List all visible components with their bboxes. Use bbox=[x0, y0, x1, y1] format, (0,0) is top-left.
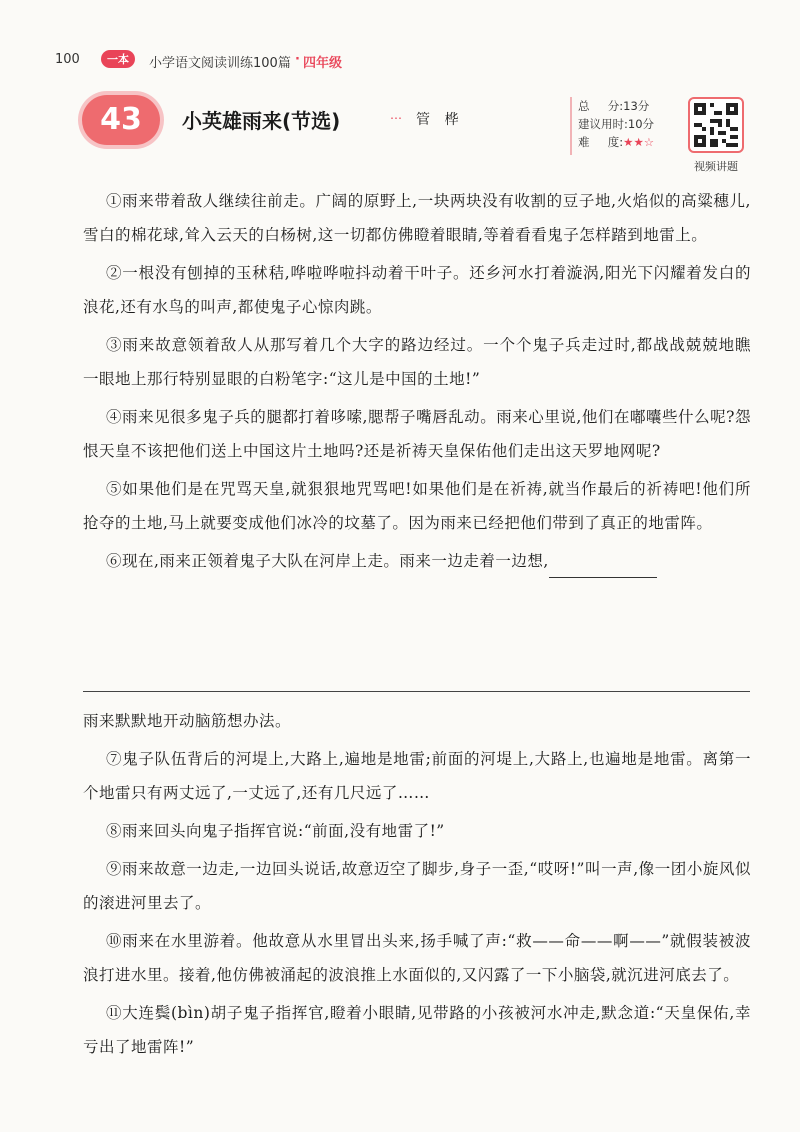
qr-label: 视频讲题 bbox=[694, 160, 738, 173]
passage-upper bbox=[83, 184, 751, 582]
qr-code[interactable] bbox=[688, 97, 744, 153]
difficulty-row bbox=[578, 133, 690, 151]
time-value: 10分 bbox=[627, 117, 655, 131]
grade-separator: · bbox=[295, 52, 300, 67]
passage-lower bbox=[83, 704, 751, 1068]
total-label-2: 分: bbox=[607, 99, 624, 113]
time-row bbox=[578, 115, 690, 133]
book-title-text: 小学语文阅读训练100篇 bbox=[149, 56, 291, 71]
time-label: 建议用时: bbox=[578, 117, 628, 131]
paragraph-6-text: ⑥现在,雨来正领着鬼子大队在河岸上走。雨来一边走着一边想, bbox=[106, 552, 549, 570]
paragraph-6-continued: 雨来默默地开动脑筋想办法。 bbox=[83, 712, 292, 730]
qr-code-icon bbox=[694, 103, 738, 147]
paragraph-1: ①雨来带着敌人继续往前走。广阔的原野上,一块两块没有收割的豆子地,火焰似的高粱穗儿,雪白的棉花球,耸入云天的白杨树,这一切都仿佛瞪着眼睛,等着看看鬼子怎样踏到地雷上。 bbox=[83, 192, 751, 244]
page-header bbox=[55, 50, 755, 72]
paragraph-2: ②一根没有刨掉的玉秫秸,哗啦哗啦抖动着干叶子。还乡河水打着漩涡,阳光下闪耀着发白的浪花,还有水鸟的叫声,都使鬼子心惊肉跳。 bbox=[83, 264, 751, 316]
lesson-title: 小英雄雨来(节选) bbox=[182, 109, 341, 133]
total-label: 总 bbox=[578, 99, 590, 113]
series-logo: 一本 bbox=[101, 50, 135, 68]
page-number: 100 bbox=[55, 52, 80, 67]
paragraph-11: ⑪大连鬓(bìn)胡子鬼子指挥官,瞪着小眼睛,见带路的小孩被河水冲走,默念道:“天皇保佑,幸亏出了地雷阵!” bbox=[83, 1004, 751, 1056]
title-dots: ⋯ bbox=[390, 111, 403, 125]
difficulty-label: 难 bbox=[578, 135, 590, 149]
paragraph-8: ⑧雨来回头向鬼子指挥官说:“前面,没有地雷了!” bbox=[106, 822, 445, 840]
lesson-info-box bbox=[570, 97, 690, 155]
total-score-row bbox=[578, 97, 690, 115]
paragraph-4: ④雨来见很多鬼子兵的腿都打着哆嗦,腮帮子嘴唇乱动。雨来心里说,他们在嘟囔些什么呢?怨恨天皇不该把他们送上中国这片土地吗?还是祈祷天皇保佑他们走出这天罗地网呢? bbox=[83, 408, 751, 460]
paragraph-6 bbox=[83, 544, 751, 578]
paragraph-9: ⑨雨来故意一边走,一边回头说话,故意迈空了脚步,身子一歪,“哎呀!”叫一声,像一团小旋风似的滚进河里去了。 bbox=[83, 860, 751, 912]
paragraph-3: ③雨来故意领着敌人从那写着几个大字的路边经过。一个个鬼子兵走过时,都战战兢兢地瞧一眼地上那行特别显眼的白粉笔字:“这儿是中国的土地!” bbox=[83, 336, 751, 388]
paragraph-7: ⑦鬼子队伍背后的河堤上,大路上,遍地是地雷;前面的河堤上,大路上,也遍地是地雷。离第一个地雷只有两丈远了,一丈远了,还有几尺远了…… bbox=[83, 750, 751, 802]
paragraph-10: ⑩雨来在水里游着。他故意从水里冒出头来,扬手喊了声:“救——命——啊——”就假装被波浪打进水里。接着,他仿佛被涌起的波浪推上水面似的,又闪露了一下小脑袋,就沉进河底去了。 bbox=[83, 932, 751, 984]
answer-line[interactable] bbox=[83, 691, 750, 692]
answer-blank[interactable] bbox=[549, 559, 657, 578]
grade-label: 四年级 bbox=[303, 56, 343, 71]
difficulty-stars: ★★☆ bbox=[623, 135, 655, 149]
difficulty-label-2: 度: bbox=[607, 135, 624, 149]
total-value: 13分 bbox=[623, 99, 650, 113]
paragraph-5: ⑤如果他们是在咒骂天皇,就狠狠地咒骂吧!如果他们是在祈祷,就当作最后的祈祷吧!他们所抢夺的土地,马上就要变成他们冰冷的坟墓了。因为雨来已经把他们带到了真正的地雷阵。 bbox=[83, 480, 751, 532]
book-title bbox=[149, 52, 291, 71]
lesson-number-badge: 43 bbox=[82, 95, 160, 145]
author: 管 桦 bbox=[416, 112, 464, 128]
